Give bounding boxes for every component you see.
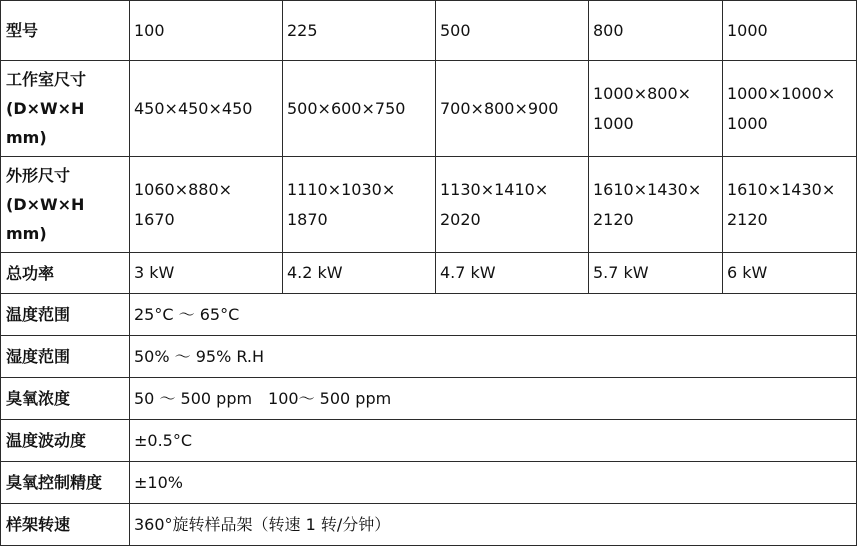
temperature-range-value: 25°C ～ 65°C	[130, 294, 857, 336]
label-temperature-fluctuation: 温度波动度	[1, 420, 130, 462]
chamber-size-value: 1000×800× 1000	[593, 83, 692, 133]
outer-size-value: 1130×1410× 2020	[440, 179, 549, 229]
model-value: 500	[436, 1, 589, 61]
label-total-power: 总功率	[1, 253, 130, 294]
model-value: 100	[130, 1, 283, 61]
label-model: 型号	[1, 1, 130, 61]
chamber-size-value: 500×600×750	[287, 98, 406, 118]
sample-rack-speed-value: 360°旋转样品架（转速 1 转/分钟）	[130, 504, 857, 546]
row-humidity-range	[1, 336, 857, 378]
outer-size-value: 1610×1430× 2120	[727, 179, 836, 229]
total-power-value: 5.7 kW	[589, 253, 723, 294]
row-total-power	[1, 253, 857, 294]
humidity-range-value: 50% ～ 95% R.H	[130, 336, 857, 378]
row-temperature-fluctuation	[1, 420, 857, 462]
outer-size-value: 1060×880× 1670	[134, 179, 233, 229]
total-power-value: 4.7 kW	[436, 253, 589, 294]
chamber-size-value: 1000×1000× 1000	[727, 83, 836, 133]
model-value: 800	[589, 1, 723, 61]
total-power-value: 3 kW	[130, 253, 283, 294]
row-model	[1, 1, 857, 61]
label-chamber-size: 工作室尺寸 (D×W×H mm)	[6, 70, 87, 147]
label-ozone-control-accuracy: 臭氧控制精度	[1, 462, 130, 504]
chamber-size-value: 700×800×900	[440, 98, 559, 118]
row-sample-rack-speed	[1, 504, 857, 546]
ozone-control-accuracy-value: ±10%	[130, 462, 857, 504]
outer-size-value: 1610×1430× 2120	[593, 179, 702, 229]
label-outer-size: 外形尺寸 (D×W×H mm)	[6, 166, 85, 243]
chamber-size-value: 450×450×450	[134, 98, 253, 118]
ozone-concentration-value: 50 ～ 500 ppm 100～ 500 ppm	[130, 378, 857, 420]
row-outer-size	[1, 157, 857, 253]
model-value: 225	[283, 1, 436, 61]
row-temperature-range	[1, 294, 857, 336]
label-temperature-range: 温度范围	[1, 294, 130, 336]
row-chamber-size	[1, 61, 857, 157]
total-power-value: 6 kW	[723, 253, 857, 294]
outer-size-value: 1110×1030× 1870	[287, 179, 396, 229]
row-ozone-control-accuracy	[1, 462, 857, 504]
model-value: 1000	[723, 1, 857, 61]
label-ozone-concentration: 臭氧浓度	[1, 378, 130, 420]
label-humidity-range: 湿度范围	[1, 336, 130, 378]
row-ozone-concentration	[1, 378, 857, 420]
temperature-fluctuation-value: ±0.5°C	[130, 420, 857, 462]
total-power-value: 4.2 kW	[283, 253, 436, 294]
label-sample-rack-speed: 样架转速	[1, 504, 130, 546]
